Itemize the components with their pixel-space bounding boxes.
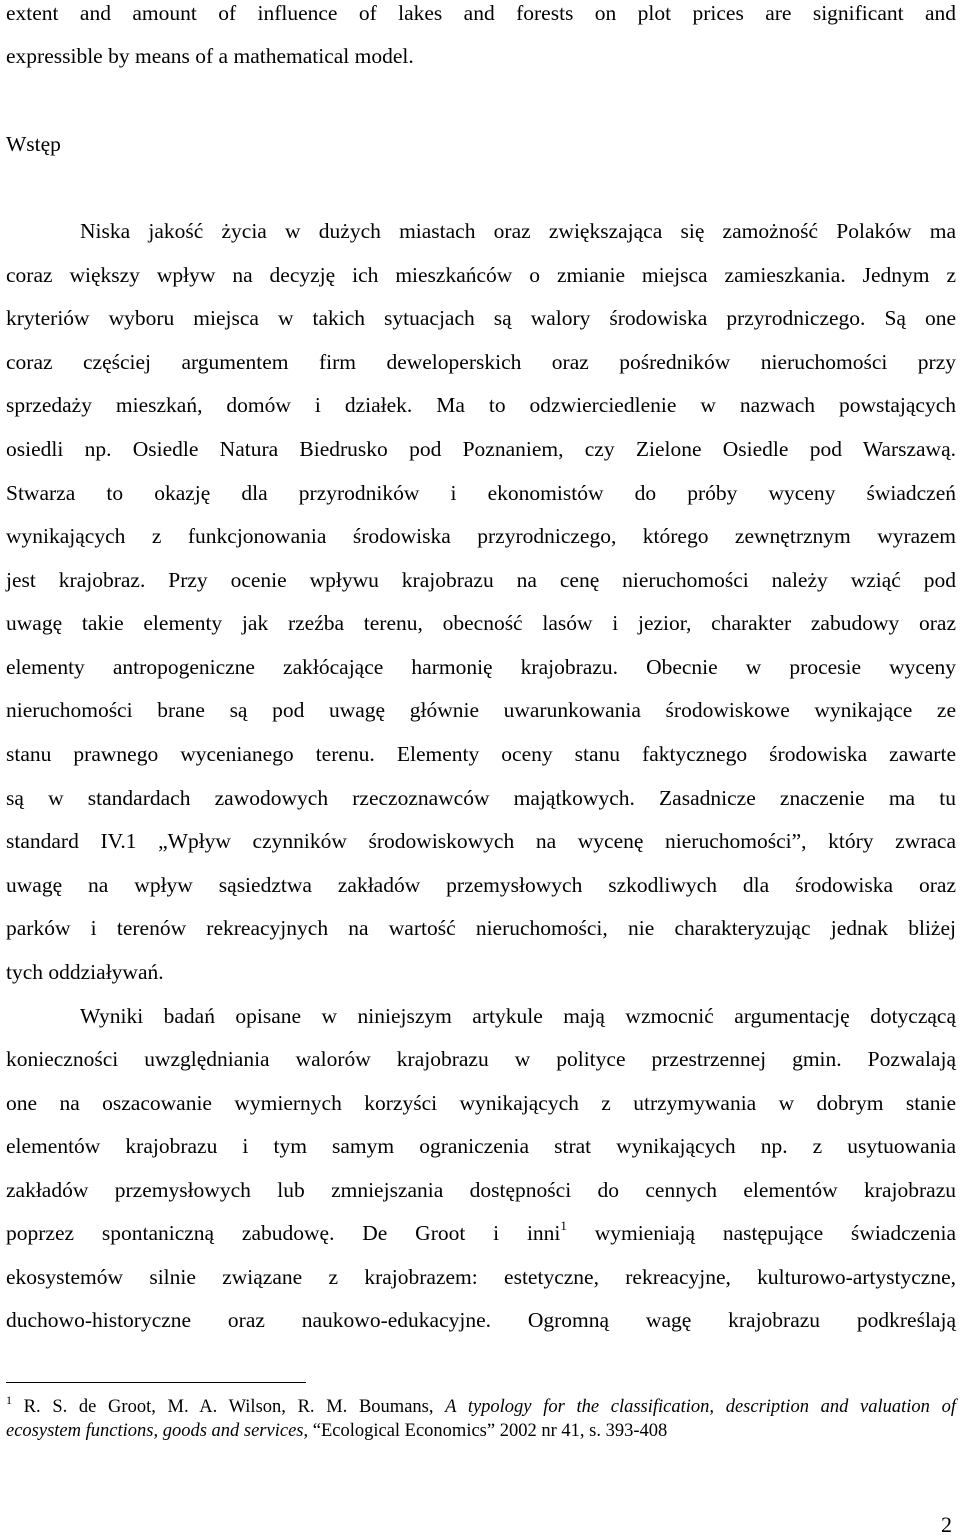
footnote-line-1 — [6, 1392, 956, 1419]
paragraph1-line-2: coraz większy wpływ na decyzję ich mieszkańców o zmianie miejsca zamieszkania. Jednym z — [6, 263, 956, 287]
footnote-line-2 — [6, 1420, 956, 1443]
footnote-source: , “Ecological Economics” 2002 nr 41, s. 393-408 — [303, 1421, 668, 1441]
paragraph2-line-5: zakładów przemysłowych lub zmniejszania dostępności do cennych elementów krajobrazu — [6, 1178, 956, 1202]
paragraph1-line-9: jest krajobraz. Przy ocenie wpływu krajobrazu na cenę nieruchomości należy wziąć pod — [6, 568, 956, 592]
footnote-reference-1[interactable]: 1 — [560, 1217, 567, 1233]
paragraph1-line-18: tych oddziaływań. — [6, 960, 164, 984]
section-heading: Wstęp — [6, 132, 61, 156]
abstract-line-2: expressible by means of a mathematical model. — [6, 44, 414, 68]
abstract-line-1: extent and amount of influence of lakes and forests on plot prices are significant and — [6, 1, 956, 25]
paragraph2-line-4: elementów krajobrazu i tym samym ograniczenia strat wynikających np. z usytuowania — [6, 1134, 956, 1158]
paragraph1-line-11: elementy antropogeniczne zakłócające harmonię krajobrazu. Obecnie w procesie wyceny — [6, 655, 956, 679]
paragraph2-line-6-rest: wymieniają następujące świadczenia — [566, 1221, 956, 1245]
paragraph1-line-10: uwagę takie elementy jak rzeźba terenu, obecność lasów i jezior, charakter zabudowy oraz — [6, 611, 956, 635]
paragraph2-line-1: Wyniki badań opisane w niniejszym artykule mają wzmocnić argumentację dotyczącą — [80, 1004, 956, 1028]
paragraph2-line-6-text: poprzez spontaniczną zabudowę. De Groot i inni — [6, 1221, 561, 1245]
paragraph2-line-3: one na oszacowanie wymiernych korzyści wynikających z utrzymywania w dobrym stanie — [6, 1091, 956, 1115]
paragraph2-line-8: duchowo-historyczne oraz naukowo-edukacyjne. Ogromną wagę krajobrazu podkreślają — [6, 1308, 956, 1332]
paragraph1-line-12: nieruchomości brane są pod uwagę głównie uwarunkowania środowiskowe wynikające ze — [6, 698, 956, 722]
footnote-marker: 1 — [6, 1392, 12, 1407]
footnote-separator — [6, 1382, 306, 1383]
paragraph1-line-7: Stwarza to okazję dla przyrodników i ekonomistów do próby wyceny świadczeń — [6, 481, 956, 505]
paragraph1-line-17: parków i terenów rekreacyjnych na wartość nieruchomości, nie charakteryzując jednak bliżej — [6, 916, 956, 940]
paragraph1-line-1: Niska jakość życia w dużych miastach oraz zwiększająca się zamożność Polaków ma — [80, 219, 956, 243]
paragraph2-line-7: ekosystemów silnie związane z krajobrazem: estetyczne, rekreacyjne, kulturowo-artystyczne, — [6, 1265, 956, 1289]
paragraph1-line-6: osiedli np. Osiedle Natura Biedrusko pod Poznaniem, czy Zielone Osiedle pod Warszawą. — [6, 437, 956, 461]
paragraph1-line-4: coraz częściej argumentem firm deweloperskich oraz pośredników nieruchomości przy — [6, 350, 956, 374]
footnote-title-part1: A typology for the classification, description and valuation of — [445, 1397, 956, 1417]
paragraph1-line-14: są w standardach zawodowych rzeczoznawców majątkowych. Zasadnicze znaczenie ma tu — [6, 786, 956, 810]
paragraph1-line-3: kryteriów wyboru miejsca w takich sytuacjach są walory środowiska przyrodniczego. Są one — [6, 306, 956, 330]
page-number: 2 — [941, 1512, 952, 1537]
paragraph1-line-15: standard IV.1 „Wpływ czynników środowiskowych na wycenę nieruchomości”, który zwraca — [6, 829, 956, 853]
paragraph2-line-2: konieczności uwzględniania walorów krajobrazu w polityce przestrzennej gmin. Pozwalają — [6, 1047, 956, 1071]
paragraph1-line-16: uwagę na wpływ sąsiedztwa zakładów przemysłowych szkodliwych dla środowiska oraz — [6, 873, 956, 897]
paragraph1-line-8: wynikających z funkcjonowania środowiska przyrodniczego, którego zewnętrznym wyrazem — [6, 524, 956, 548]
paragraph1-line-5: sprzedaży mieszkań, domów i działek. Ma to odzwierciedlenie w nazwach powstających — [6, 393, 956, 417]
paragraph2-line-6 — [6, 1217, 956, 1246]
footnote-authors: R. S. de Groot, M. A. Wilson, R. M. Boumans, — [12, 1397, 446, 1417]
paragraph1-line-13: stanu prawnego wycenianego terenu. Elementy oceny stanu faktycznego środowiska zawarte — [6, 742, 956, 766]
footnote-title-part2: ecosystem functions, goods and services — [6, 1421, 304, 1441]
